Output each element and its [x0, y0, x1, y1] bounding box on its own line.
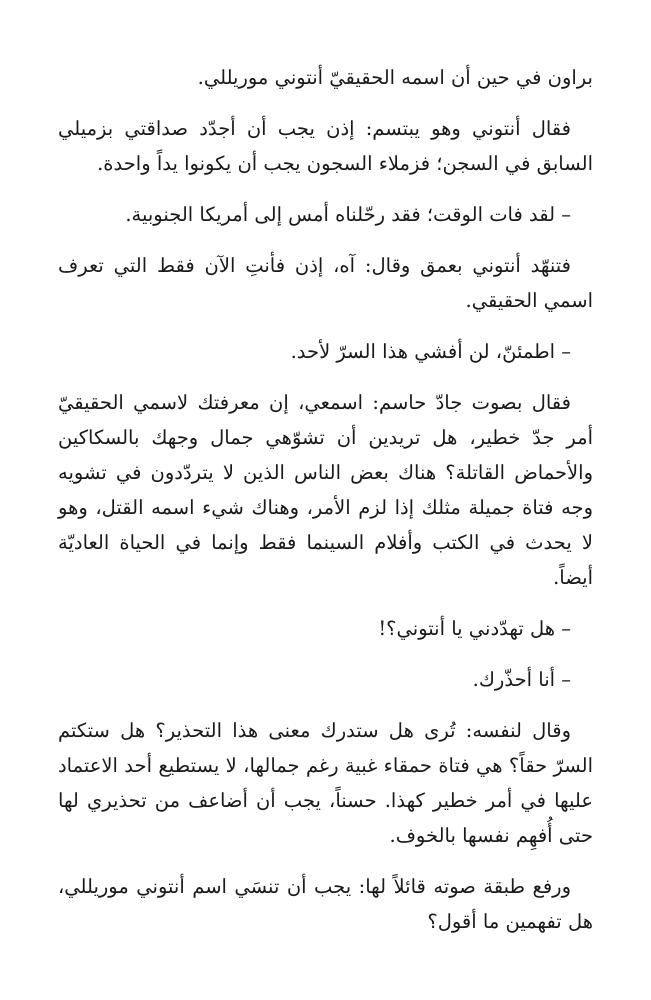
paragraph-continuation: براون في حين أن اسمه الحقيقيّ أنتوني موريللي.	[197, 66, 593, 89]
paragraph-inner-thoughts: وقال لنفسه: تُرى هل ستدرك معنى هذا التحذير؟ هل ستكتم السرّ حقاً؟ هي فتاة حمقاء غبية رغم جمالها، لا يستطيع أحد الاعتماد عليها في أمر خطير كهذا. حسناً، يجب أن أضاعف من تحذيري لها حتى أُفهِم نفسها بالخوف.	[58, 719, 593, 847]
book-page	[58, 60, 593, 980]
dialogue-warn: – أنا أحذّرك.	[472, 668, 571, 691]
paragraph-serious-warning: فقال بصوت جادّ حاسم: اسمعي، إن معرفتك لاسمي الحقيقيّ أمر جدّ خطير، هل تريدين أن تشوّهي جمال وجهك بالسكاكين والأحماض القاتلة؟ هناك بعض الناس الذين لا يتردّدون في تشويه وجه فتاة جميلة مثلك إذا لزم الأمر، وهناك شيء اسمه القتل، وهو لا يحدث في الكتب وأفلام السينما فقط وإنما في الحياة العاديّة أيضاً.	[58, 391, 593, 589]
dialogue-reassure: – اطمئنّ، لن أفشي هذا السرّ لأحد.	[290, 340, 571, 363]
paragraph-anthony-sighs: فتنهّد أنتوني بعمق وقال: آه، إذن فأنتِ الآن فقط التي تعرف اسمي الحقيقي.	[58, 254, 593, 312]
paragraph-raised-voice: ورفع طبقة صوته قائلاً لها: يجب أن تنسَي اسم أنتوني موريللي، هل تفهمين ما أقول؟	[58, 875, 593, 933]
dialogue-threaten: – هل تهدّدني يا أنتوني؟!	[378, 617, 571, 640]
paragraph-anthony-smiles: فقال أنتوني وهو يبتسم: إذن يجب أن أجدّد صداقتي بزميلي السابق في السجن؛ فزملاء السجون يجب أن يكونوا يداً واحدة.	[58, 117, 593, 175]
dialogue-too-late: – لقد فات الوقت؛ فقد رحّلناه أمس إلى أمريكا الجنوبية.	[125, 203, 571, 226]
